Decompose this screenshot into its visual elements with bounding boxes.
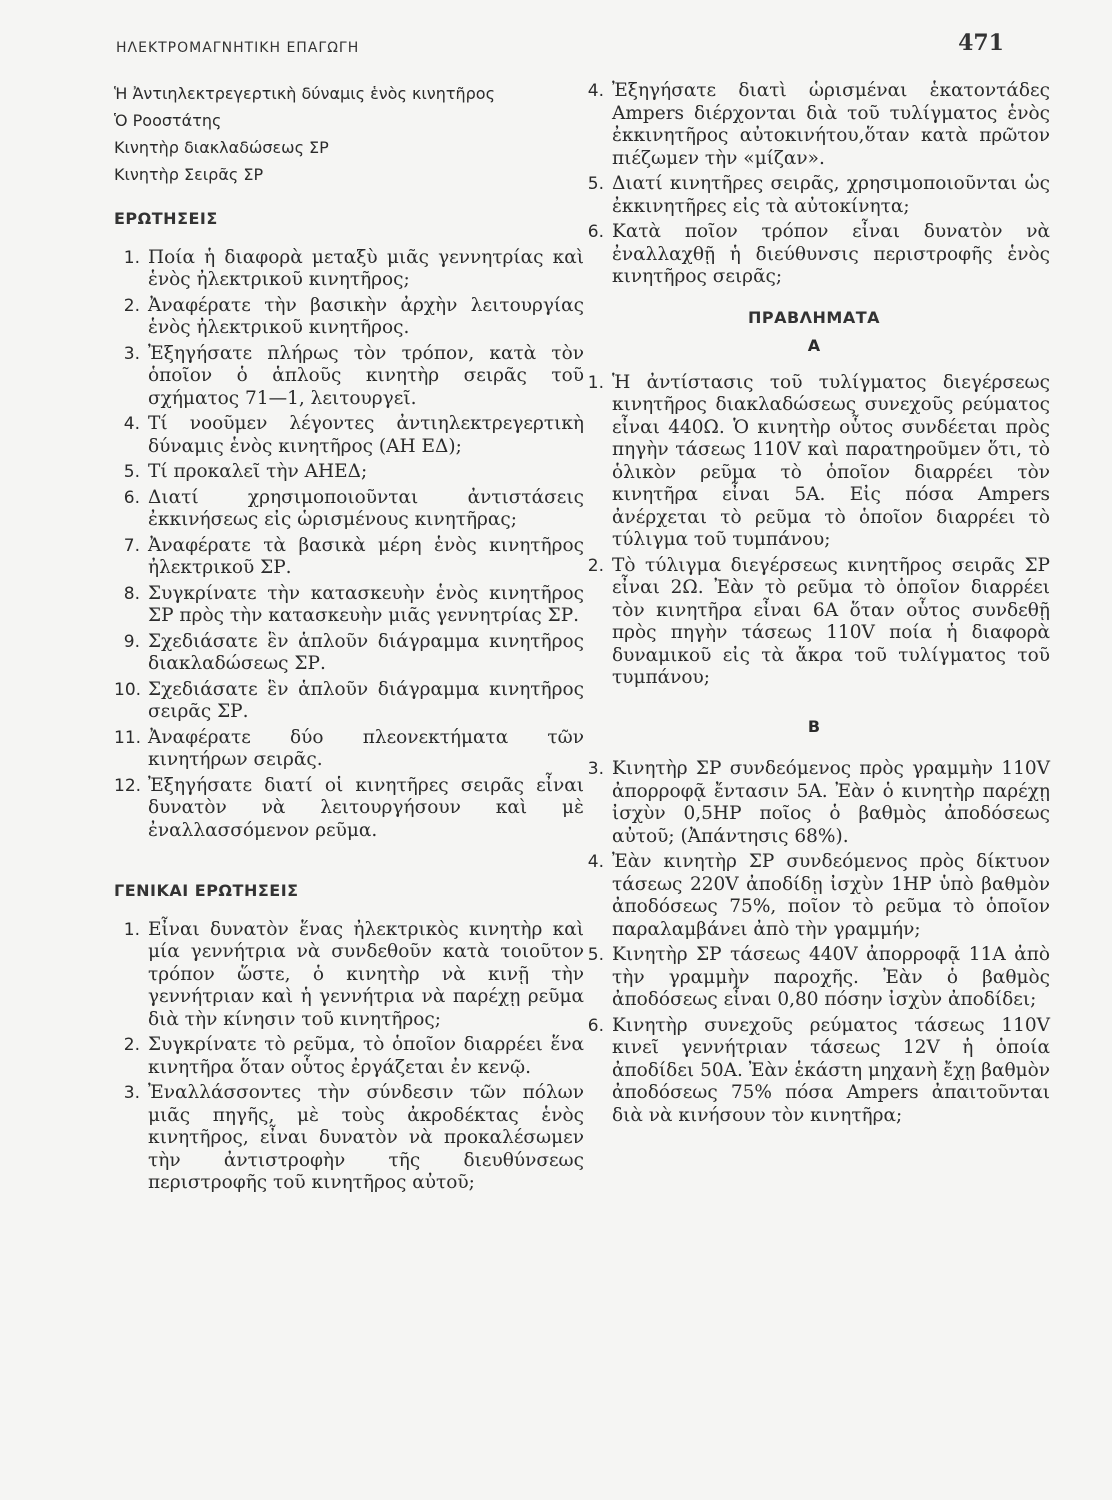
questions-heading: ΕΡΩΤΗΣΕΙΣ xyxy=(114,209,218,228)
topic-list xyxy=(114,80,584,188)
general-question-item: 4. Ἐξηγήσατε διατὶ ὡρισμέναι ἑκατοντάδες Ampers διέρχονται διὰ τοῦ τυλίγματος ἑνὸς ἐκκινητῆρος αὐτοκινήτου,ὅταν κατὰ πρῶτον πιέζωμεν τὴν «μίζαν». xyxy=(587,80,1050,169)
general-question-item: 6. Κατὰ ποῖον τρόπον εἶναι δυνατὸν νὰ ἐναλλαχθῇ ἡ διεύθυνσις περιστροφῆς ἑνὸς κινητῆρος σειρᾶς; xyxy=(587,221,1050,287)
problem-item: 3. Κινητὴρ ΣΡ συνδεόμενος πρὸς γραμμὴν 110V ἀπορροφᾷ ἔντασιν 5A. Ἐὰν ὁ κινητὴρ παρέχῃ ἰσχὺν 0,5HP ποῖος ὁ βαθμὸς ἀποδόσεως αὐτοῦ; (Ἀπάντησις 68%). xyxy=(587,758,1050,847)
problems-group-a-label: Α xyxy=(807,336,821,355)
topic-item: Ὁ Ροοστάτης xyxy=(114,111,222,130)
problems-group-a-list xyxy=(578,372,1050,690)
general-questions-list xyxy=(114,919,584,1195)
general-questions-heading: ΓΕΝΙΚΑΙ ΕΡΩΤΗΣΕΙΣ xyxy=(114,881,299,900)
question-item: 12. Ἐξηγήσατε διατί οἱ κινητῆρες σειρᾶς εἶναι δυνατὸν νὰ λειτουργήσουν καὶ μὲ ἐναλλασσόμενον ρεῦμα. xyxy=(114,774,584,841)
running-header: ΗΛΕΚΤΡΟΜΑΓΝΗΤΙΚΗ ΕΠΑΓΩΓΗ xyxy=(116,40,360,56)
topic-item: Ἡ Ἀντιηλεκτρεγερτικὴ δύναμις ἑνὸς κινητῆρος xyxy=(114,84,495,103)
question-item: 9. Σχεδιάσατε ἓν ἁπλοῦν διάγραμμα κινητῆρος διακλαδώσεως ΣΡ. xyxy=(123,630,584,674)
problem-item: 6. Κινητὴρ συνεχοῦς ρεύματος τάσεως 110V κινεῖ γεννήτριαν τάσεως 12V ἡ ὁποία ἀποδίδει 50A. Ἐὰν ἑκάστη μηχανὴ ἔχῃ βαθμὸν ἀποδόσεως 75% πόσα Ampers ἀπαιτοῦνται διὰ νὰ κινήσουν τὸν κινητῆρα; xyxy=(587,1014,1050,1126)
question-item: 7. Ἀναφέρατε τὰ βασικὰ μέρη ἑνὸς κινητῆρος ἠλεκτρικοῦ ΣΡ. xyxy=(123,534,584,578)
problems-heading: ΠΡΑΒΛΗΜΑΤΑ xyxy=(747,307,881,327)
question-item: 6. Διατί χρησιμοποιοῦνται ἀντιστάσεις ἐκκινήσεως εἰς ὡρισμένους κινητῆρας; xyxy=(123,486,584,530)
problem-item: 4. Ἐὰν κινητὴρ ΣΡ συνδεόμενος πρὸς δίκτυον τάσεως 220V ἀποδίδῃ ἰσχὺν 1HP ὑπὸ βαθμὸν ἀποδόσεως 75%, ποῖον τὸ ρεῦμα τὸ ὁποῖον παραλαμβάνει ἀπὸ τὴν γραμμήν; xyxy=(587,851,1050,940)
page-header xyxy=(0,30,1112,70)
question-item: 4. Τί νοοῦμεν λέγοντες ἀντιηλεκτρεγερτικὴ δύναμις ἑνὸς κινητῆρος (ΑΗ ΕΔ); xyxy=(123,413,584,457)
question-item: 8. Συγκρίνατε τὴν κατασκευὴν ἑνὸς κινητῆρος ΣΡ πρὸς τὴν κατασκευὴν μιᾶς γεννητρίας ΣΡ. xyxy=(123,582,584,626)
left-column xyxy=(114,80,584,1209)
general-question-item: 3. Ἐναλλάσσοντες τὴν σύνδεσιν τῶν πόλων μιᾶς πηγῆς, μὲ τοὺς ἀκροδέκτας ἑνὸς κινητῆρος, εἶναι δυνατὸν νὰ προκαλέσωμεν τὴν ἀντιστροφὴν τῆς διευθύνσεως περιστροφῆς τοῦ κινητῆρος αὐτοῦ; xyxy=(123,1082,584,1193)
problem-item: 1. Ἡ ἀντίστασις τοῦ τυλίγματος διεγέρσεως κινητῆρος διακλαδώσεως συνεχοῦς ρεύματος εἶναι 440Ω. Ὁ κινητὴρ οὗτος συνδέεται πρὸς πηγὴν τάσεως 110V καὶ παρατηροῦμεν ὅτι, τὸ ὁλικὸν ρεῦμα τὸ ὁποῖον διαρρέει τὸν κινητῆρα εἶναι 5A. Εἰς πόσα Ampers ἀνέρχεται τὸ ρεῦμα τὸ ὁποῖον διαρρέει τὸ τύλιγμα τοῦ τυμπάνου; xyxy=(587,371,1050,550)
question-item: 11. Ἀναφέρατε δύο πλεονεκτήματα τῶν κινητήρων σειρᾶς. xyxy=(114,726,584,770)
problem-item: 5. Κινητὴρ ΣΡ τάσεως 440V ἀπορροφᾷ 11A ἀπὸ τὴν γραμμὴν παροχῆς. Ἐὰν ὁ βαθμὸς ἀποδόσεως εἶναι 0,80 πόσην ἰσχὺν ἀποδίδει; xyxy=(587,944,1050,1010)
general-questions-list-continued xyxy=(578,80,1050,289)
general-question-item: 5. Διατί κινητῆρες σειρᾶς, χρησιμοποιοῦνται ὡς ἐκκινητῆρες εἰς τὰ αὐτοκίνητα; xyxy=(587,173,1050,217)
general-question-item: 1. Εἶναι δυνατὸν ἕνας ἠλεκτρικὸς κινητὴρ καὶ μία γεννήτρια νὰ συνδεθοῦν κατὰ τοιοῦτον τρόπον ὥστε, ὁ κινητὴρ νὰ κινῇ τὴν γεννήτριαν καὶ ἡ γεννήτρια νὰ παρέχῃ ρεῦμα διὰ τὴν κίνησιν τοῦ κινητῆρος; xyxy=(123,918,584,1030)
questions-list xyxy=(114,247,584,843)
problems-group-b-list xyxy=(578,758,1050,1127)
problems-group-b-label: Β xyxy=(807,716,821,736)
question-item: 1. Ποία ἡ διαφορὰ μεταξὺ μιᾶς γεννητρίας καὶ ἑνὸς ἠλεκτρικοῦ κινητῆρος; xyxy=(123,246,584,290)
general-question-item: 2. Συγκρίνατε τὸ ρεῦμα, τὸ ὁποῖον διαρρέει ἕνα κινητῆρα ὅταν οὗτος ἐργάζεται ἐν κενῷ. xyxy=(123,1034,584,1078)
question-item: 2. Ἀναφέρατε τὴν βασικὴν ἀρχὴν λειτουργίας ἑνὸς ἠλεκτρικοῦ κινητῆρος. xyxy=(123,294,584,338)
topic-item: Κινητὴρ διακλαδώσεως ΣΡ xyxy=(114,138,329,157)
question-item: 5. Τί προκαλεῖ τὴν ΑΗΕΔ; xyxy=(123,461,368,482)
question-item: 10. Σχεδιάσατε ἓν ἁπλοῦν διάγραμμα κινητῆρος σειρᾶς ΣΡ. xyxy=(114,678,584,722)
page-number: 471 xyxy=(958,30,1004,56)
topic-item: Κινητὴρ Σειρᾶς ΣΡ xyxy=(114,165,264,184)
right-column xyxy=(578,80,1050,1141)
question-item: 3. Ἐξηγήσατε πλήρως τὸν τρόπον, κατὰ τὸν ὁποῖον ὁ ἁπλοῦς κινητὴρ σειρᾶς τοῦ σχήματος 71—1, λειτουργεῖ. xyxy=(123,342,584,409)
problem-item: 2. Τὸ τύλιγμα διεγέρσεως κινητῆρος σειρᾶς ΣΡ εἶναι 2Ω. Ἐὰν τὸ ρεῦμα τὸ ὁποῖον διαρρέει τὸν κινητῆρα εἶναι 6A ὅταν οὗτος συνδεθῇ πρὸς πηγὴν τάσεως 110V ποία ἡ διαφορὰ δυναμικοῦ εἰς τὰ ἄκρα τοῦ τυλίγματος τοῦ τυμπάνου; xyxy=(587,554,1050,688)
